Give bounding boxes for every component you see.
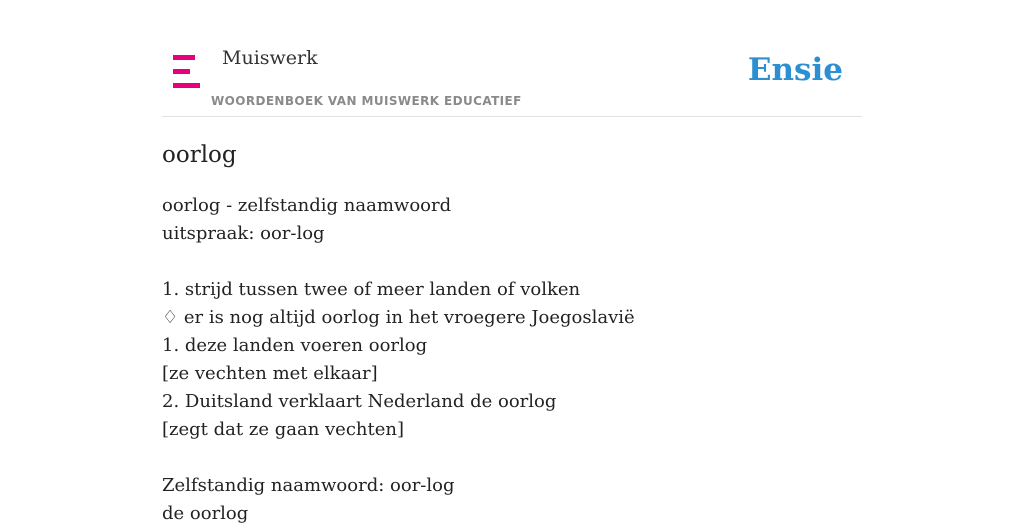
definition-line — [162, 444, 862, 472]
definition-line — [162, 248, 862, 276]
definition-body — [162, 192, 862, 528]
site-header — [162, 0, 862, 117]
logo-bar — [173, 83, 200, 88]
muiswerk-logo-icon[interactable] — [173, 55, 200, 88]
definition-line: 1. strijd tussen twee of meer landen of volken — [162, 279, 581, 300]
definition-line: 1. deze landen voeren oorlog — [162, 335, 428, 356]
page-container — [162, 0, 862, 524]
definition-line: 2. Duitsland verklaart Nederland de oorlog — [162, 391, 557, 412]
definition-line: ♢ er is nog altijd oorlog in het vroegere Joegoslavië — [162, 307, 635, 328]
definition-line: de oorlog — [162, 503, 249, 524]
definition-line: [zegt dat ze gaan vechten] — [162, 419, 404, 440]
logo-bar — [173, 69, 190, 74]
definition-line: [ze vechten met elkaar] — [162, 363, 378, 384]
ensie-logo-link[interactable]: Ensie — [747, 52, 843, 88]
definition-line: oorlog - zelfstandig naamwoord — [162, 195, 452, 216]
logo-bar — [173, 55, 195, 60]
entry-title: oorlog — [162, 142, 237, 168]
brand-name[interactable]: Muiswerk — [222, 47, 318, 69]
brand-subtitle: WOORDENBOEK VAN MUISWERK EDUCATIEF — [211, 94, 522, 108]
definition-line: Zelfstandig naamwoord: oor-log — [162, 475, 455, 496]
definition-line: uitspraak: oor-log — [162, 223, 325, 244]
